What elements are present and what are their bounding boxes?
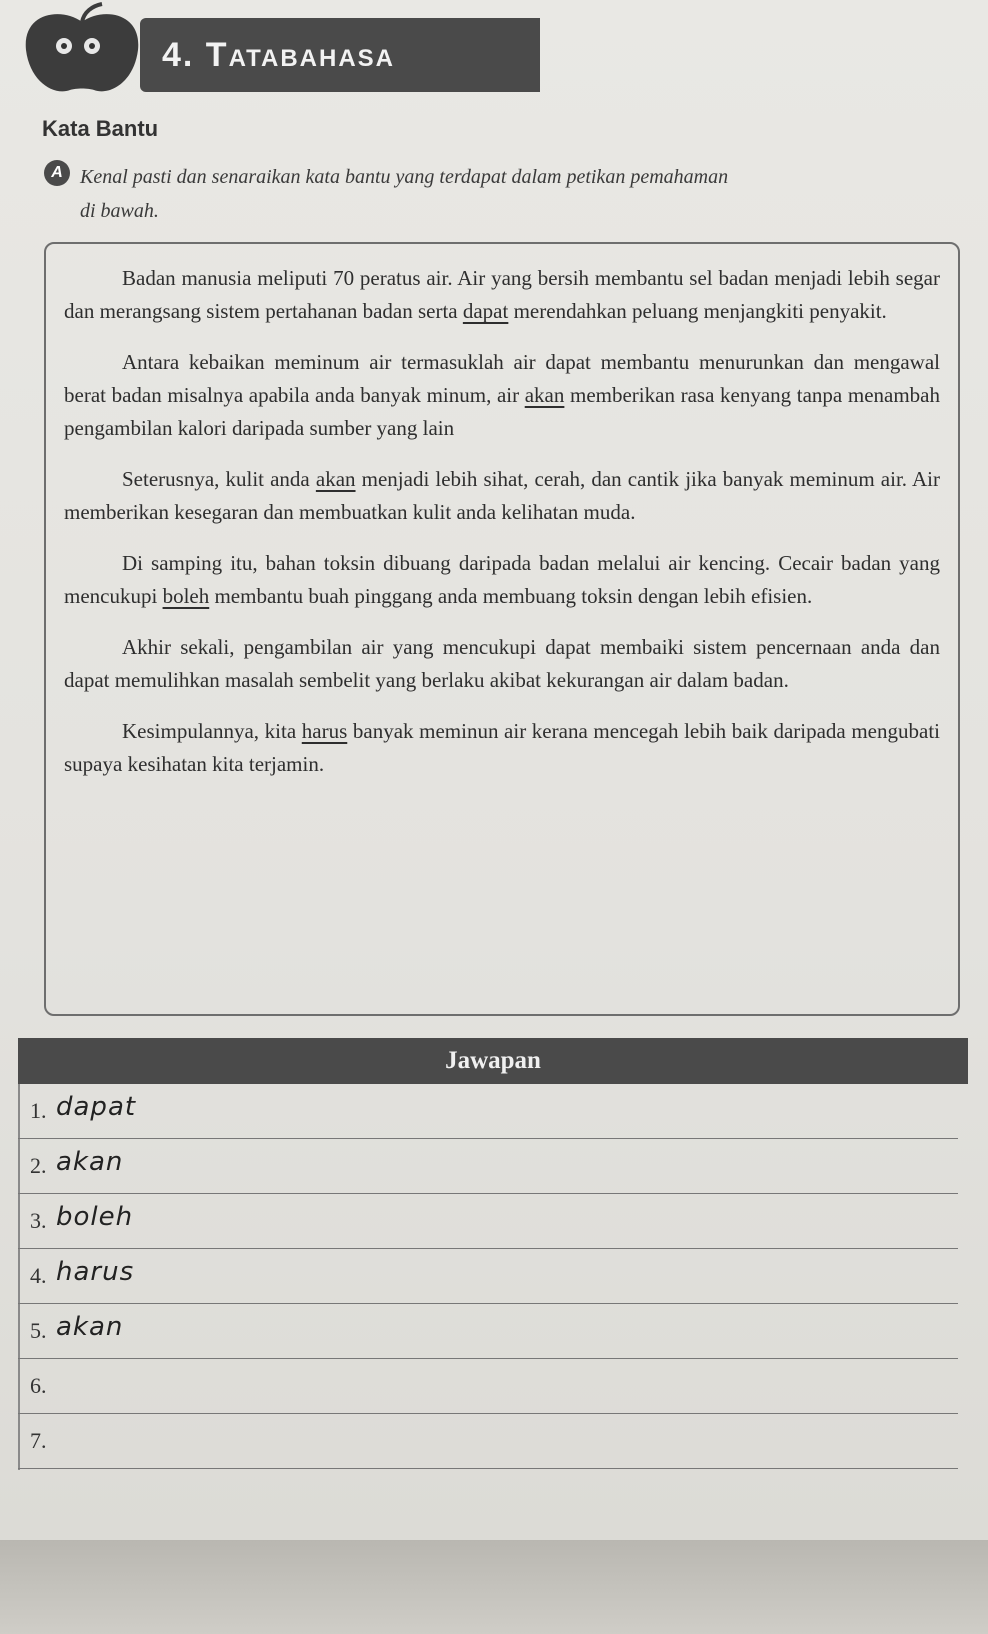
apple-logo-icon [12, 2, 152, 98]
marked-word: boleh [162, 584, 210, 608]
question-instruction [80, 160, 960, 228]
surface-below-page [0, 1540, 988, 1634]
comprehension-passage [44, 242, 960, 1016]
answer-row[interactable] [18, 1414, 958, 1469]
handwritten-answer[interactable]: dapat [56, 1092, 137, 1122]
question-badge: A [44, 160, 70, 186]
instruction-line-2: di bawah. [80, 200, 159, 222]
marked-word: akan [524, 383, 565, 407]
answer-row[interactable] [18, 1139, 958, 1194]
answer-row[interactable] [18, 1084, 958, 1139]
section-title: Kata Bantu [42, 116, 159, 141]
answer-number: 2. [30, 1153, 47, 1178]
answer-row[interactable] [18, 1249, 958, 1304]
marked-word: harus [301, 719, 348, 743]
answer-number: 7. [30, 1428, 47, 1453]
passage-paragraph: Di samping itu, bahan toksin dibuang daripada badan melalui air kencing. Cecair badan yang mencukupi boleh membantu buah pinggang anda membuang toksin dengan lebih efisien. [64, 551, 940, 608]
marked-word: dapat [462, 299, 509, 323]
answer-row[interactable] [18, 1359, 958, 1414]
answer-number: 6. [30, 1373, 47, 1398]
chapter-title: 4. Tatabahasa [162, 36, 395, 74]
answer-table [18, 1038, 968, 1470]
handwritten-answer[interactable]: akan [56, 1312, 124, 1342]
answer-number: 3. [30, 1208, 47, 1233]
answer-header: Jawapan [18, 1038, 968, 1084]
marked-word: akan [315, 467, 356, 491]
handwritten-answer[interactable]: harus [56, 1257, 135, 1287]
answer-number: 5. [30, 1318, 47, 1343]
passage-paragraph: Kesimpulannya, kita harus banyak meminun air kerana mencegah lebih baik daripada mengubati supaya kesihatan kita terjamin. [64, 719, 940, 776]
passage-paragraph: Seterusnya, kulit anda akan menjadi lebih sihat, cerah, dan cantik jika banyak meminum air. Air memberikan kesegaran dan membuatkan kulit anda kelihatan muda. [64, 467, 940, 524]
handwritten-answer[interactable]: akan [56, 1147, 124, 1177]
passage-paragraph: Badan manusia meliputi 70 peratus air. Air yang bersih membantu sel badan menjadi lebih segar dan merangsang sistem pertahanan badan serta dapat merendahkan peluang menjangkiti penyakit. [64, 266, 940, 323]
answer-number: 1. [30, 1098, 47, 1123]
passage-paragraph: Antara kebaikan meminum air termasuklah air dapat membantu menurunkan dan mengawal berat badan misalnya apabila anda banyak minum, air akan memberikan rasa kenyang tanpa menambah pengambilan kalori daripada sumber yang lain [64, 350, 940, 440]
handwritten-answer[interactable]: boleh [56, 1202, 134, 1232]
answer-row[interactable] [18, 1304, 958, 1359]
answer-number: 4. [30, 1263, 47, 1288]
instruction-line-1: Kenal pasti dan senaraikan kata bantu yang terdapat dalam petikan pemahaman [80, 166, 729, 188]
answer-row[interactable] [18, 1194, 958, 1249]
passage-paragraph: Akhir sekali, pengambilan air yang mencukupi dapat membaiki sistem pencernaan anda dan dapat memulihkan masalah sembelit yang berlaku akibat kekurangan air dalam badan. [64, 635, 940, 692]
